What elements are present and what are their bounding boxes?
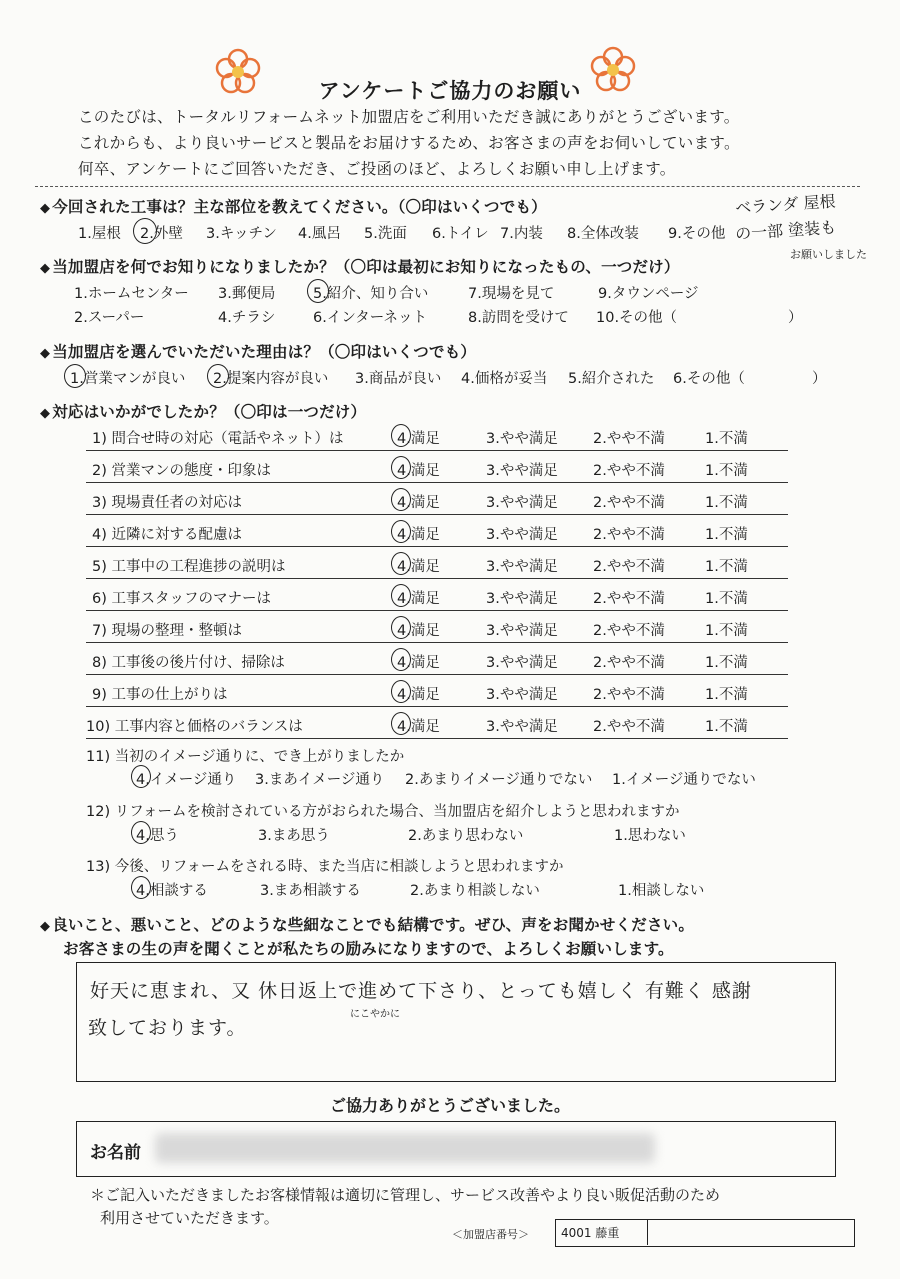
q3-selection-circle-1 bbox=[64, 364, 86, 388]
q2-question: ◆ 当加盟店を何でお知りになりましたか？（〇印は最初にお知りになったもの、一つだけ） bbox=[40, 258, 680, 276]
q1-handwritten-2: の一部 塗装も bbox=[734, 217, 837, 244]
q2-option-home-center[interactable]: 1.ホームセンター bbox=[74, 286, 189, 302]
q4-row-4-option-3[interactable]: 3.やや満足 bbox=[486, 527, 558, 543]
q4-item-2: 2) 営業マンの態度・印象は bbox=[92, 463, 271, 479]
q2-option-other[interactable]: 10.その他（ bbox=[596, 310, 678, 326]
q3-option-other[interactable]: 6.その他（ bbox=[673, 371, 745, 387]
q4-row-9-option-4[interactable]: 4.満足 bbox=[397, 687, 440, 703]
q1-option-kitchen[interactable]: 3.キッチン bbox=[206, 226, 277, 242]
q4-row-4-option-1[interactable]: 1.不満 bbox=[705, 527, 748, 543]
q1-option-full-renovation[interactable]: 8.全体改装 bbox=[567, 226, 639, 242]
q4-row-7-option-3[interactable]: 3.やや満足 bbox=[486, 623, 558, 639]
q4-item-4: 4) 近隣に対する配慮は bbox=[92, 527, 242, 543]
q4-row-6-option-4[interactable]: 4.満足 bbox=[397, 591, 440, 607]
q4-row-1-option-1[interactable]: 1.不満 bbox=[705, 431, 748, 447]
q4-row-1-option-4[interactable]: 4.満足 bbox=[397, 431, 440, 447]
q2-selection-circle bbox=[307, 279, 329, 303]
q4-item-6: 6) 工事スタッフのマナーは bbox=[92, 591, 271, 607]
q12-option-3[interactable]: 3.まあ思う bbox=[258, 828, 330, 844]
q11-option-4[interactable]: 4.イメージ通り bbox=[136, 772, 237, 788]
q3-option-product[interactable]: 3.商品が良い bbox=[355, 371, 442, 387]
q4-row-6-option-1[interactable]: 1.不満 bbox=[705, 591, 748, 607]
q4-row-2-option-3[interactable]: 3.やや満足 bbox=[486, 463, 558, 479]
intro-line-2: これからも、より良いサービスと製品をお届けするため、お客さまの声をお伺いしています。 bbox=[78, 134, 740, 152]
comments-handwritten-note: にこやかに bbox=[350, 1009, 400, 1020]
q1-selection-circle bbox=[133, 218, 157, 244]
q4-row-3-option-2[interactable]: 2.やや不満 bbox=[593, 495, 665, 511]
q4-row-9-selection-circle bbox=[391, 680, 411, 703]
q4-row-10-selection-circle bbox=[391, 712, 411, 735]
comments-handwritten-2: 致しております。 bbox=[88, 1017, 247, 1039]
q4-row-1-selection-circle bbox=[391, 424, 411, 447]
q4-row-5-option-4[interactable]: 4.満足 bbox=[397, 559, 440, 575]
q4-item-8: 8) 工事後の後片付け、掃除は bbox=[92, 655, 285, 671]
q4-row-5-selection-circle bbox=[391, 552, 411, 575]
q4-row-3-option-1[interactable]: 1.不満 bbox=[705, 495, 748, 511]
intro-line-3: 何卒、アンケートにご回答いただき、ご投函のほど、よろしくお願い申し上げます。 bbox=[78, 160, 676, 178]
q4-row-1-option-3[interactable]: 3.やや満足 bbox=[486, 431, 558, 447]
q11-option-1[interactable]: 1.イメージ通りでない bbox=[612, 772, 756, 788]
q4-row-5-option-1[interactable]: 1.不満 bbox=[705, 559, 748, 575]
q1-option-roof[interactable]: 1.屋根 bbox=[78, 226, 121, 242]
q4-row-10-option-2[interactable]: 2.やや不満 bbox=[593, 719, 665, 735]
q4-row-8-option-2[interactable]: 2.やや不満 bbox=[593, 655, 665, 671]
q3-option-referred[interactable]: 5.紹介された bbox=[568, 371, 655, 387]
q3-selection-circle-2 bbox=[207, 364, 229, 388]
q4-row-10-option-1[interactable]: 1.不満 bbox=[705, 719, 748, 735]
q3-option-proposal[interactable]: 2.提案内容が良い bbox=[213, 371, 329, 387]
q4-row-8-selection-circle bbox=[391, 648, 411, 671]
q1-option-washroom[interactable]: 5.洗面 bbox=[364, 226, 407, 242]
q4-row-8-option-4[interactable]: 4.満足 bbox=[397, 655, 440, 671]
q4-row-8-option-1[interactable]: 1.不満 bbox=[705, 655, 748, 671]
q12-selection-circle bbox=[131, 821, 151, 844]
thanks-text: ご協力ありがとうございました。 bbox=[329, 1096, 570, 1115]
q4-item-10: 10) 工事内容と価格のバランスは bbox=[86, 719, 303, 735]
q12-option-4[interactable]: 4.思う bbox=[136, 828, 179, 844]
q3-option-price[interactable]: 4.価格が妥当 bbox=[461, 371, 548, 387]
q4-row-10-option-4[interactable]: 4.満足 bbox=[397, 719, 440, 735]
q2-option-other-close: ） bbox=[788, 310, 803, 326]
q3-question: ◆ 当加盟店を選んでいただいた理由は？（〇印はいくつでも） bbox=[40, 343, 477, 361]
q3-option-other-close: ） bbox=[812, 371, 827, 387]
q12-option-1[interactable]: 1.思わない bbox=[614, 828, 686, 844]
q4-question: ◆ 対応はいかがでしたか？（〇印は一つだけ） bbox=[40, 403, 367, 421]
q4-item-7: 7) 現場の整理・整頓は bbox=[92, 623, 242, 639]
q2-option-internet[interactable]: 6.インターネット bbox=[313, 310, 428, 326]
q12-question: 12) リフォームを検討されている方がおられた場合、当加盟店を紹介しようと思われますか bbox=[86, 804, 680, 820]
store-number-value: 4001 藤重 bbox=[561, 1226, 620, 1240]
comments-question: ◆ 良いこと、悪いこと、どのような些細なことでも結構です。ぜひ、声をお聞かせください。 bbox=[40, 916, 695, 934]
q4-row-2-option-4[interactable]: 4.満足 bbox=[397, 463, 440, 479]
q1-option-bath[interactable]: 4.風呂 bbox=[298, 226, 341, 242]
q4-row-6-option-3[interactable]: 3.やや満足 bbox=[486, 591, 558, 607]
q4-row-6-option-2[interactable]: 2.やや不満 bbox=[593, 591, 665, 607]
q4-row-7-option-2[interactable]: 2.やや不満 bbox=[593, 623, 665, 639]
q4-item-5: 5) 工事中の工程進捗の説明は bbox=[92, 559, 286, 575]
q4-row-2-option-1[interactable]: 1.不満 bbox=[705, 463, 748, 479]
q1-question: ◆ 今回された工事は？主な部位を教えてください。（〇印はいくつでも） bbox=[40, 198, 547, 216]
footer-line-1: ＊ご記入いただきましたお客様情報は適切に管理し、サービス改善やより良い販促活動のため bbox=[90, 1186, 721, 1204]
q4-row-5-option-2[interactable]: 2.やや不満 bbox=[593, 559, 665, 575]
q4-row-4-option-2[interactable]: 2.やや不満 bbox=[593, 527, 665, 543]
footer-line-2: 利用させていただきます。 bbox=[100, 1209, 279, 1227]
q2-option-town-page[interactable]: 9.タウンページ bbox=[598, 286, 699, 302]
q2-option-supermarket[interactable]: 2.スーパー bbox=[74, 310, 145, 326]
q1-handwritten-3: お願いしました bbox=[790, 248, 867, 261]
q4-item-9: 9) 工事の仕上がりは bbox=[92, 687, 228, 703]
q2-option-flyer[interactable]: 4.チラシ bbox=[218, 310, 276, 326]
q4-row-7-selection-circle bbox=[391, 616, 411, 639]
q4-row-3-option-3[interactable]: 3.やや満足 bbox=[486, 495, 558, 511]
q4-row-4-option-4[interactable]: 4.満足 bbox=[397, 527, 440, 543]
q11-selection-circle bbox=[131, 765, 151, 788]
comments-question-2: お客さまの生の声を聞くことが私たちの励みになりますので、よろしくお願いします。 bbox=[63, 940, 674, 958]
q1-option-toilet[interactable]: 6.トイレ bbox=[432, 226, 489, 242]
q4-row-3-option-4[interactable]: 4.満足 bbox=[397, 495, 440, 511]
q4-row-9-option-3[interactable]: 3.やや満足 bbox=[486, 687, 558, 703]
q13-option-3[interactable]: 3.まあ相談する bbox=[260, 883, 361, 899]
q11-option-3[interactable]: 3.まあイメージ通り bbox=[255, 772, 385, 788]
q11-option-2[interactable]: 2.あまりイメージ通りでない bbox=[405, 772, 593, 788]
q1-handwritten-1: ベランダ 屋根 bbox=[734, 191, 837, 218]
q13-question: 13) 今後、リフォームをされる時、また当店に相談しようと思われますか bbox=[86, 859, 564, 875]
q4-row-1-option-2[interactable]: 2.やや不満 bbox=[593, 431, 665, 447]
q13-selection-circle bbox=[131, 876, 151, 899]
q13-option-1[interactable]: 1.相談しない bbox=[618, 883, 705, 899]
q13-option-2[interactable]: 2.あまり相談しない bbox=[410, 883, 540, 899]
q13-option-4[interactable]: 4.相談する bbox=[136, 883, 208, 899]
q1-option-exterior-wall[interactable]: 2.外壁 bbox=[140, 226, 183, 242]
q4-row-3-selection-circle bbox=[391, 488, 411, 511]
q2-option-visit[interactable]: 8.訪問を受けて bbox=[468, 310, 569, 326]
name-redacted bbox=[155, 1133, 655, 1163]
q4-row-9-option-2[interactable]: 2.やや不満 bbox=[593, 687, 665, 703]
intro-line-1: このたびは、トータルリフォームネット加盟店をご利用いただき誠にありがとうございます。 bbox=[78, 108, 740, 126]
name-label: お名前 bbox=[90, 1143, 141, 1163]
q4-row-7-option-4[interactable]: 4.満足 bbox=[397, 623, 440, 639]
q4-row-5-option-3[interactable]: 3.やや満足 bbox=[486, 559, 558, 575]
q4-item-1: 1) 問合せ時の対応（電話やネット）は bbox=[92, 431, 344, 447]
page-title: アンケートご協力のお願い bbox=[318, 79, 582, 103]
q4-row-10-option-3[interactable]: 3.やや満足 bbox=[486, 719, 558, 735]
q1-option-other[interactable]: 9.その他 bbox=[668, 226, 726, 242]
q4-row-2-option-2[interactable]: 2.やや不満 bbox=[593, 463, 665, 479]
q4-row-4-selection-circle bbox=[391, 520, 411, 543]
q3-option-sales[interactable]: 1.営業マンが良い bbox=[70, 371, 186, 387]
q4-row-6-selection-circle bbox=[391, 584, 411, 607]
comments-handwritten-1: 好天に恵まれ、又 休日返上で進めて下さり、とっても嬉しく 有難く 感謝 bbox=[90, 980, 752, 1002]
q12-option-2[interactable]: 2.あまり思わない bbox=[408, 828, 524, 844]
q4-row-7-option-1[interactable]: 1.不満 bbox=[705, 623, 748, 639]
q2-option-referral[interactable]: 5.紹介、知り合い bbox=[313, 286, 429, 302]
q4-item-3: 3) 現場責任者の対応は bbox=[92, 495, 242, 511]
q4-row-8-option-3[interactable]: 3.やや満足 bbox=[486, 655, 558, 671]
q2-option-site[interactable]: 7.現場を見て bbox=[468, 286, 555, 302]
q1-option-interior[interactable]: 7.内装 bbox=[500, 226, 543, 242]
store-number-label: ＜加盟店番号＞ bbox=[452, 1228, 529, 1241]
q11-question: 11) 当初のイメージ通りに、でき上がりましたか bbox=[86, 749, 405, 765]
q4-row-9-option-1[interactable]: 1.不満 bbox=[705, 687, 748, 703]
q2-option-post-office[interactable]: 3.郵便局 bbox=[218, 286, 276, 302]
q4-row-2-selection-circle bbox=[391, 456, 411, 479]
